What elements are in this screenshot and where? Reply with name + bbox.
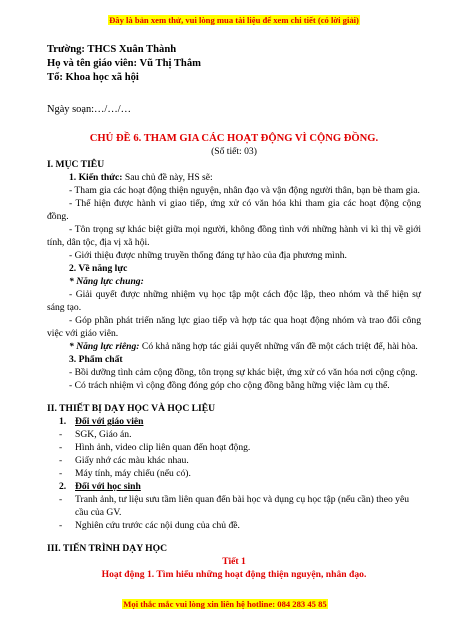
lesson-title: Tiết 1 (222, 556, 246, 567)
material-item (47, 428, 421, 441)
section-materials-heading: II. THIẾT BỊ DẠY HỌC VÀ HỌC LIỆU (47, 403, 216, 414)
knowledge-item: - Tôn trọng sự khác biệt giữa mọi người, không đồng tình với những hành vi kì thị về giới tính, dân tộc, địa vị xã hội. (47, 224, 421, 248)
quality-item: - Có trách nhiệm vì cộng đồng đóng góp cho cộng đồng bằng hững việc làm cụ thể. (69, 380, 390, 391)
prep-date: Ngày soạn:…/…/… (47, 104, 131, 115)
bullet-dash: - (59, 520, 63, 531)
student-materials-heading (47, 480, 421, 493)
preview-banner-text: Đây là bản xem thử, vui lòng mua tài liệu để xem chi tiết (có lời giải) (109, 15, 359, 25)
material-item (47, 441, 421, 454)
material-item (47, 467, 421, 480)
hotline-banner (0, 598, 450, 611)
knowledge-intro-text: Sau chủ đề này, HS sẽ: (122, 172, 213, 183)
teacher-materials-heading (47, 415, 421, 428)
knowledge-item: - Thể hiện được hành vi giao tiếp, ứng xử có văn hóa khi tham gia các hoạt động cộng đồng. (47, 198, 421, 222)
material-item-text: SGK, Giáo án. (75, 429, 132, 440)
competency-item: - Góp phần phát triển năng lực giao tiếp và hợp tác qua hoạt động nhóm và trao đổi công việc với giáo viên. (47, 315, 421, 339)
general-competency-heading: * Năng lực chung: (69, 276, 144, 287)
period-count: (Số tiết: 03) (211, 146, 257, 157)
material-item-text: Máy tính, máy chiếu (nếu có). (75, 468, 191, 479)
competency-item: - Giải quyết được những nhiệm vụ học tập một cách độc lập, theo nhóm và thể hiện sự sáng tạo. (47, 289, 421, 313)
bullet-dash: - (59, 429, 63, 440)
specific-competency-label: * Năng lực riêng: (69, 341, 140, 352)
qualities-heading: 3. Phẩm chất (69, 354, 123, 365)
student-materials-number: 2. (59, 481, 67, 492)
specific-competency (47, 340, 421, 353)
material-item-text: Tranh ảnh, tư liệu sưu tầm liên quan đến bài học và dụng cụ học tập (nếu cần) theo yêu cầu của GV. (75, 494, 410, 518)
material-item-text: Giấy nhớ các màu khác nhau. (75, 455, 189, 466)
competency-heading: 2. Về năng lực (69, 263, 128, 274)
bullet-dash: - (59, 468, 63, 479)
material-item (47, 454, 421, 467)
knowledge-item: - Tham gia các hoạt động thiện nguyện, nhân đạo và vận động người thân, bạn bè tham gia. (69, 185, 420, 196)
bullet-dash: - (59, 455, 63, 466)
activity-title: Hoạt động 1. Tìm hiểu những hoạt động thiện nguyện, nhân đạo. (101, 569, 367, 580)
section-process-heading: III. TIẾN TRÌNH DẠY HỌC (47, 543, 168, 554)
school-name: Trường: THCS Xuân Thành (47, 44, 177, 55)
document-page (47, 14, 421, 581)
preview-banner (47, 14, 421, 27)
specific-competency-text: Có khả năng hợp tác giải quyết những vấn đề một cách triệt để, hài hòa. (139, 341, 418, 352)
topic-title: CHỦ ĐỀ 6. THAM GIA CÁC HOẠT ĐỘNG VÌ CỘNG ĐỒNG. (89, 133, 379, 144)
teacher-materials-number: 1. (59, 416, 67, 427)
material-item-text: Nghiên cứu trước các nội dung của chủ đề. (75, 520, 240, 531)
school-info (47, 43, 421, 85)
knowledge-heading: 1. Kiến thức: (69, 172, 123, 183)
knowledge-intro (47, 171, 421, 184)
quality-item: - Bồi dưỡng tình cảm cộng đồng, tôn trọng sự khác biệt, ứng xử có văn hóa nơi cộng cộng. (69, 367, 418, 378)
student-materials-label: Đối với học sinh (75, 481, 141, 492)
material-item (47, 519, 421, 532)
material-item (47, 493, 421, 519)
bullet-dash: - (59, 442, 63, 453)
hotline-text: Mọi thắc mắc vui lòng xin liên hệ hotline: 084 283 45 85 (123, 599, 327, 609)
knowledge-item: - Giới thiệu được những truyền thống đáng tự hào của địa phương mình. (69, 250, 347, 261)
teacher-materials-label: Đối với giáo viên (75, 416, 144, 427)
bullet-dash: - (59, 494, 63, 505)
material-item-text: Hình ảnh, video clip liên quan đến hoạt động. (75, 442, 251, 453)
department: Tổ: Khoa học xã hội (47, 72, 139, 83)
teacher-name: Họ và tên giáo viên: Vũ Thị Thắm (47, 58, 201, 69)
section-objectives-heading: I. MỤC TIÊU (47, 159, 105, 170)
